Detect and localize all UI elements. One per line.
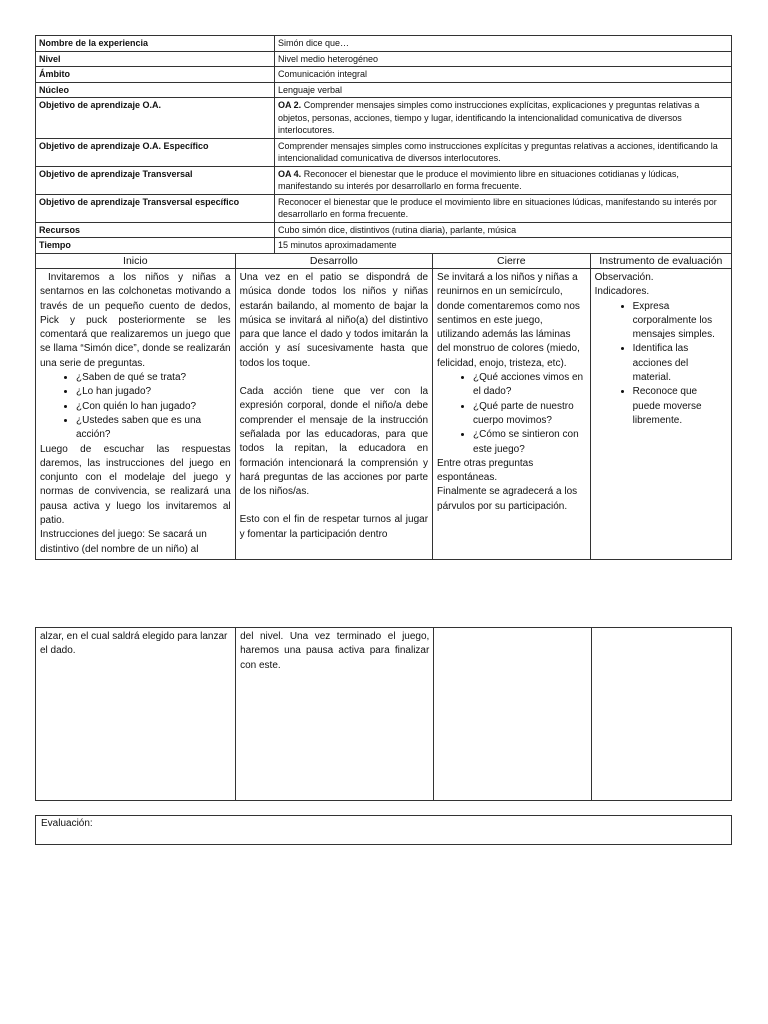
inicio-paragraph: Instrucciones del juego: Se sacará un distintivo (del nombre de un niño) al [40,529,207,555]
info-label: Ámbito [36,67,275,83]
activity-plan-table [35,253,732,560]
list-item: • ¿Con quién lo han jugado? [76,400,231,414]
header-instrumento: Instrumento de evaluación [590,254,731,269]
header-inicio: Inicio [36,254,236,269]
inicio-paragraph: alzar, en el cual saldrá elegido para lanzar el dado. [40,631,228,657]
list-item: • ¿Qué parte de nuestro cuerpo movimos? [473,400,586,429]
cierre-paragraph: Finalmente se agradecerá a los párvulos por su participación. [437,486,578,512]
list-item: • ¿Saben de qué se trata? [76,371,231,385]
info-row [36,238,732,254]
inicio-cell [36,269,236,560]
info-row [36,194,732,222]
info-value: Cubo simón dice, distintivos (rutina diaria), parlante, música [275,222,732,238]
desarrollo-paragraph: Cada acción tiene que ver con la expresión corporal, donde el niño/a debe comprender el mensaje de la instrucción señalada por las educadoras, para que todos la repitan, la educadora en formación intencionará la comprensión y hará preguntas de las acciones por parte de los niños/as. [239,386,429,498]
cierre-questions [437,371,586,457]
desarrollo-cell [235,269,432,560]
info-value: Reconocer el bienestar que le produce el movimiento libre en situaciones lúdicas, manifestando su interés por desarrollarlo en forma frecuente. [275,194,732,222]
content-row [36,628,732,801]
header-cierre: Cierre [433,254,591,269]
info-label: Objetivo de aprendizaje O.A. [36,98,275,139]
info-label: Núcleo [36,82,275,98]
info-label: Nivel [36,51,275,67]
info-row [36,138,732,166]
info-value: Simón dice que… [275,36,732,52]
desarrollo-cell [236,628,434,801]
info-label: Nombre de la experiencia [36,36,275,52]
list-item: • ¿Lo han jugado? [76,385,231,399]
info-value: Comprender mensajes simples como instrucciones explícitas y preguntas relativas a acciones, identificando la intencionalidad comunicativa de diversos interlocutores. [275,138,732,166]
cierre-cell [433,269,591,560]
indicator-list [595,300,727,429]
info-row [36,222,732,238]
activity-plan-continuation [35,627,732,801]
list-item: • ¿Qué acciones vimos en el dado? [473,371,586,400]
info-value: Nivel medio heterogéneo [275,51,732,67]
header-desarrollo: Desarrollo [235,254,432,269]
instrumento-line: Indicadores. [594,286,650,298]
inicio-questions [40,371,231,442]
inicio-paragraph: Luego de escuchar las respuestas daremos, las instrucciones del juego en conjunto con el modelaje del juego y normas de convivencia, se realizará una pausa activa y luego los invitaremos al patio. [40,443,231,527]
evaluation-row [36,816,732,845]
info-value: Comunicación integral [275,67,732,83]
desarrollo-paragraph: Esto con el fin de respetar turnos al jugar y fomentar la participación dentro [239,514,429,540]
info-value: OA 4. Reconocer el bienestar que le produce el movimiento libre en situaciones cotidianas y lúdicas, manifestando su interés por desarrollarlo en forma frecuente. [275,166,732,194]
evaluation-label: Evaluación: [36,816,732,845]
instrumento-cell [590,269,731,560]
desarrollo-paragraph: Una vez en el patio se dispondrá de música donde todos los niños y niñas estarán bailando, al momento de bajar la música se invitará al niño(a) del distintivo para que lance el dado y todos imitarán la acción y así sucesivamente hasta que todos los toque. [239,272,429,369]
info-value: 15 minutos aproximadamente [275,238,732,254]
list-item: • Identifica las acciones del material. [633,342,727,385]
info-row [36,98,732,139]
info-label: Tiempo [36,238,275,254]
list-item: • Reconoce que puede moverse libremente. [633,385,727,428]
instrumento-cell [591,628,731,801]
info-label: Recursos [36,222,275,238]
cierre-paragraph: Entre otras preguntas espontáneas. [437,457,534,484]
cierre-cell [434,628,591,801]
info-label: Objetivo de aprendizaje Transversal [36,166,275,194]
info-row [36,166,732,194]
list-item: • ¿Cómo se sintieron con este juego? [473,428,586,457]
info-value: Lenguaje verbal [275,82,732,98]
info-row [36,51,732,67]
cierre-paragraph: Se invitará a los niños y niñas a reunirnos en un semicírculo, donde comentaremos como nos sentimos en este juego, utilizando además las láminas del monstruo de colores (miedo, felicidad, enojo, tristeza, etc). [437,272,580,369]
info-value: OA 2. Comprender mensajes simples como instrucciones explícitas, explicaciones y preguntas relativas a objetos, personas, acciones, tiempo y lugar, identificando la intencionalidad comunicativa de diversos interlocutores. [275,98,732,139]
info-row [36,36,732,52]
content-row [36,269,732,560]
inicio-paragraph: Invitaremos a los niños y niñas a sentarnos en las colchonetas motivando a través de un pequeño cuento de dedos, Pick y puck posteriormente se les comentará que realizaremos un juego que se llama “Simón dice”, donde se realizarán una serie de preguntas. [40,272,231,369]
info-row [36,82,732,98]
inicio-cell [36,628,236,801]
experience-info-table [35,35,732,254]
info-label: Objetivo de aprendizaje Transversal específico [36,194,275,222]
list-item: • ¿Ustedes saben que es una acción? [76,414,231,443]
info-row [36,67,732,83]
header-row [36,254,732,269]
info-label: Objetivo de aprendizaje O.A. Específico [36,138,275,166]
list-item: • Expresa corporalmente los mensajes simples. [633,300,727,343]
evaluation-box [35,815,732,845]
instrumento-line: Observación. [594,272,654,283]
desarrollo-paragraph: del nivel. Una vez terminado el juego, haremos una pausa activa para finalizar con este. [240,631,430,671]
